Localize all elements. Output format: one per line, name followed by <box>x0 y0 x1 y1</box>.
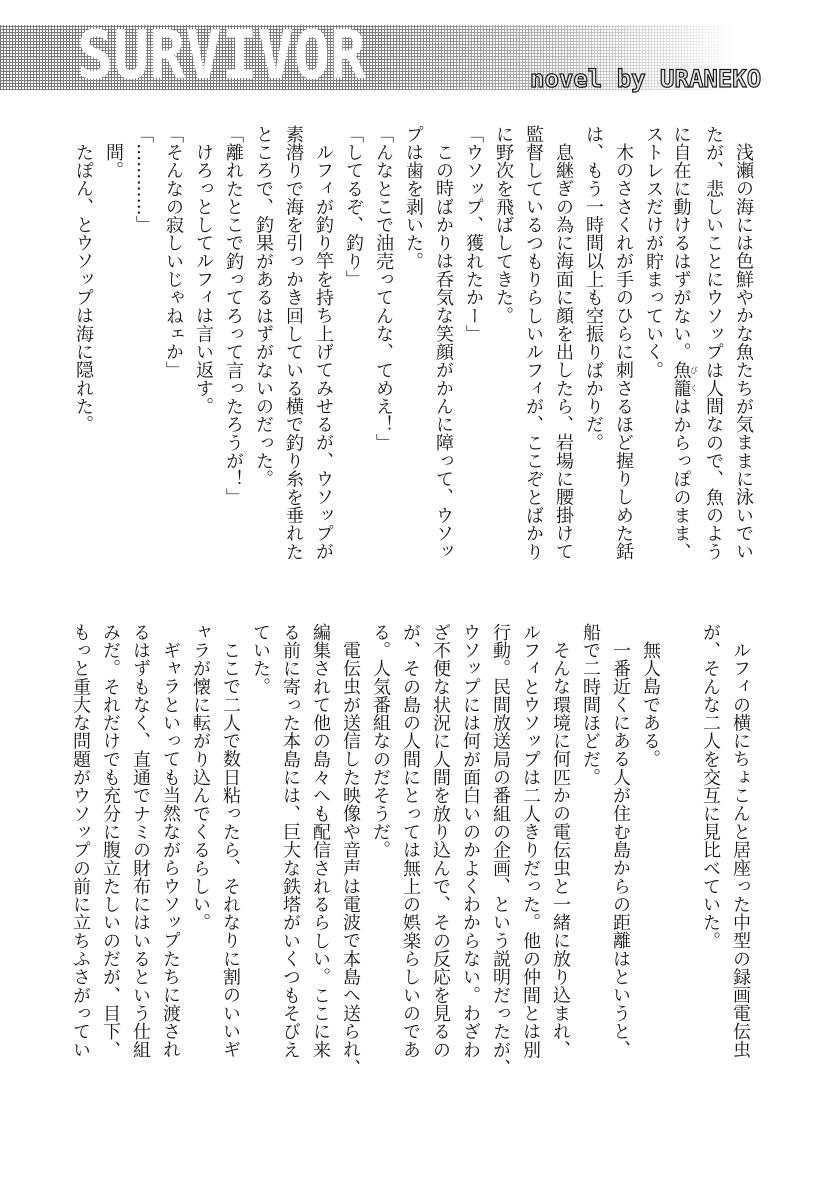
text-line: に野次を飛ばしてきた。 <box>493 125 514 325</box>
text-line: 行動。民間放送局の番組の企画、という説明だったが、 <box>490 623 511 1077</box>
dialogue-line: 「ウソップ、獲れたかー」 <box>463 125 484 343</box>
text-line: ルフィの横にちょこんと居座った中型の録画電伝虫 <box>730 641 751 1059</box>
text-line: もっと重大な問題がウソップの前に立ちふさがってい <box>70 623 91 1059</box>
text-line: この時ばかりは呑気な笑顔がかんに障って、ウソッ <box>433 143 454 561</box>
text-line: 船で二時間ほどだ。 <box>580 623 601 787</box>
text-segment: に自在に動けるはずがない。 <box>670 125 692 361</box>
text-line: ギャラといっても当然ながらウソップたちに渡され <box>160 641 181 1059</box>
text-line: る。人気番組なのだそうだ。 <box>370 623 391 859</box>
text-block-upper <box>68 125 758 595</box>
text-line: 素潜りで海を引っかき回している横で釣り糸を垂れた <box>283 125 304 561</box>
dialogue-line: 「そんなの寂しいじゃねェか」 <box>163 125 184 380</box>
text-line: たが、悲しいことにウソップは人間なので、魚のよう <box>703 125 724 561</box>
text-line: ところで、釣果があるはずがないのだった。 <box>253 125 274 488</box>
text-line: 監督しているつもりらしいルフィが、ここぞとばかり <box>523 125 544 561</box>
text-line: けろっとしてルフィは言い返す。 <box>193 143 214 416</box>
text-line: たぽん、とウソップは海に隠れた。 <box>73 143 94 434</box>
text-line: 間。 <box>103 143 124 180</box>
ruby-annotation: びく <box>689 360 699 398</box>
text-line: そんな環境に何匹かの電伝虫と一緒に放り込まれ、 <box>550 641 571 1059</box>
ruby-base: 魚籠 <box>670 360 692 398</box>
text-line: ストレスだけが貯まっていく。 <box>643 125 664 380</box>
text-line: 編集されて他の島々へも配信されるらしい。ここに来 <box>310 623 331 1059</box>
text-line: 浅瀬の海には色鮮やかな魚たちが気ままに泳いでい <box>733 143 754 561</box>
ruby-word <box>670 360 699 398</box>
text-line: 電伝虫が送信した映像や音声は電波で本島へ送られ、 <box>340 641 361 1077</box>
text-line: 息継ぎの為に海面に顔を出したら、岩場に腰掛けて <box>553 143 574 561</box>
text-line: ルフィが釣り竿を持ち上げてみせるが、ウソップが <box>313 143 334 561</box>
dialogue-line: 「んなとこで油売ってんな、てめえ！」 <box>373 125 394 452</box>
text-line: るはずもなく、直通でナミの財布にはいるという仕組 <box>130 623 151 1059</box>
text-line: ていた。 <box>250 623 271 696</box>
text-block-lower <box>65 623 755 1093</box>
dialogue-line: 「…………」 <box>133 125 154 234</box>
text-line: 木のささくれが手のひらに刺さるほど握りしめた銛 <box>613 143 634 561</box>
author-byline: novel by URANEKO <box>530 65 762 93</box>
text-line-with-ruby <box>668 125 698 595</box>
text-line: 無人島である。 <box>640 641 661 769</box>
text-segment: はからっぽのまま、 <box>670 397 692 561</box>
text-line: ざ不便な状況に人間を放り込んで、その反応を見るの <box>430 623 451 1059</box>
dialogue-line: 「してるぞ、釣り」 <box>343 125 364 289</box>
text-line: プは歯を剥いた。 <box>403 125 424 271</box>
text-line: は、もう一時間以上も空振りばかりだ。 <box>583 125 604 452</box>
text-line: ルフィとウソップは二人きりだった。他の仲間とは別 <box>520 623 541 1059</box>
story-title: SURVIVOR <box>77 16 366 95</box>
text-line: が、その島の人間にとっては無上の娯楽らしいのであ <box>400 623 421 1059</box>
text-line: が、そんな二人を交互に見比べていた。 <box>700 623 721 950</box>
text-line: ャラが懐に転がり込んでくるらしい。 <box>190 623 211 932</box>
text-line: 一番近くにある人が住む島からの距離はというと、 <box>610 641 631 1059</box>
text-line: ウソップには何が面白いのかよくわからない。わざわ <box>460 623 481 1059</box>
blank-line <box>665 623 695 1093</box>
dialogue-line: 「離れたとこで釣ってろって言ったろうが！」 <box>223 125 244 507</box>
text-line: ここで二人で数日粘ったら、それなりに割のいいギ <box>220 641 241 1059</box>
text-line: みだ。それだけでも充分に腹立たしいのだが、目下、 <box>100 623 121 1059</box>
text-line: る前に寄った本島には、巨大な鉄塔がいくつもそびえ <box>280 623 301 1059</box>
